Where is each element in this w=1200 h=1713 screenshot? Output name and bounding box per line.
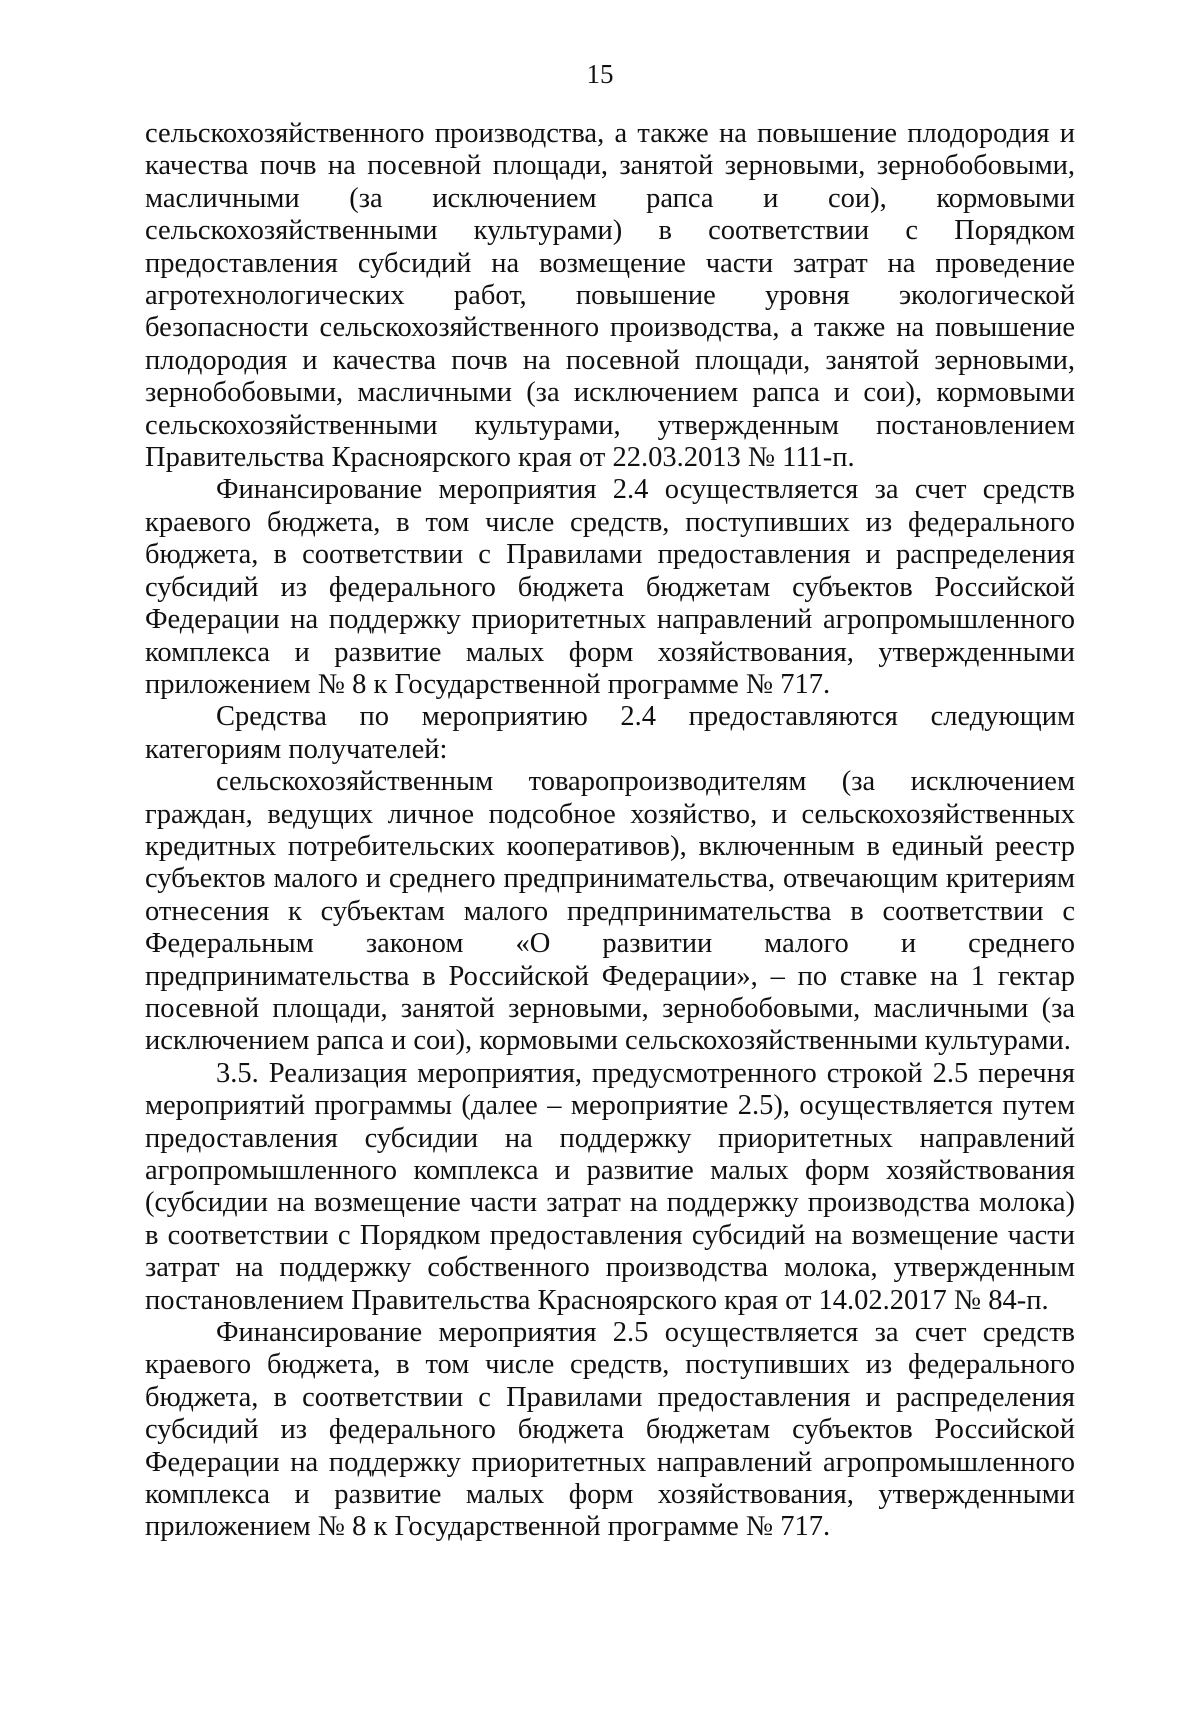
- paragraph-continuation: сельскохозяйственного производства, а также на повышение плодородия и качества почв на посевной площади, занятой зерновыми, зернобобовыми, масличными (за исключением рапса и сои), кормовыми сельскохозяйственными культурами) в соответствии с Порядком предоставления субсидий на возмещение части затрат на проведение агротехнологических работ, повышение уровня экологической безопасности сельскохозяйственного производства, а также на повышение плодородия и качества почв на посевной площади, занятой зерновыми, зернобобовыми, масличными (за исключением рапса и сои), кормовыми сельскохозяйственными культурами, утвержденным постановлением Правительства Красноярского края от 22.03.2013 № 111-п.: [145, 118, 1075, 474]
- paragraph-financing-2-5: Финансирование мероприятия 2.5 осуществляется за счет средств краевого бюджета, в том числе средств, поступивших из федерального бюджета, в соответствии с Правилами предоставления и распределения субсидий из федерального бюджета бюджетам субъектов Российской Федерации на поддержку приоритетных направлений агропромышленного комплекса и развитие малых форм хозяйствования, утвержденными приложением № 8 к Государственной программе № 717.: [145, 1317, 1075, 1543]
- paragraph-financing-2-4: Финансирование мероприятия 2.4 осуществляется за счет средств краевого бюджета, в том числе средств, поступивших из федерального бюджета, в соответствии с Правилами предоставления и распределения субсидий из федерального бюджета бюджетам субъектов Российской Федерации на поддержку приоритетных направлений агропромышленного комплекса и развитие малых форм хозяйствования, утвержденными приложением № 8 к Государственной программе № 717.: [145, 474, 1075, 700]
- paragraph-recipient-category: сельскохозяйственным товаропроизводителям (за исключением граждан, ведущих личное подсобное хозяйство, и сельскохозяйственных кредитных потребительских кооперативов), включенным в единый реестр субъектов малого и среднего предпринимательства, отвечающим критериям отнесения к субъектам малого предпринимательства в соответствии с Федеральным законом «О развитии малого и среднего предпринимательства в Российской Федерации», – по ставке на 1 гектар посевной площади, занятой зерновыми, зернобобовыми, масличными (за исключением рапса и сои), кормовыми сельскохозяйственными культурами.: [145, 766, 1075, 1057]
- paragraph-recipients-intro: Средства по мероприятию 2.4 предоставляются следующим категориям получателей:: [145, 701, 1075, 765]
- document-body: [145, 118, 1075, 1544]
- paragraph-section-3-5: 3.5. Реализация мероприятия, предусмотренного строкой 2.5 перечня мероприятий программы (далее – мероприятие 2.5), осуществляется путем предоставления субсидии на поддержку приоритетных направлений агропромышленного комплекса и развитие малых форм хозяйствования (субсидии на возмещение части затрат на поддержку производства молока) в соответствии с Порядком предоставления субсидий на возмещение части затрат на поддержку собственного производства молока, утвержденным постановлением Правительства Красноярского края от 14.02.2017 № 84-п.: [145, 1057, 1075, 1316]
- page-number: 15: [586, 59, 614, 89]
